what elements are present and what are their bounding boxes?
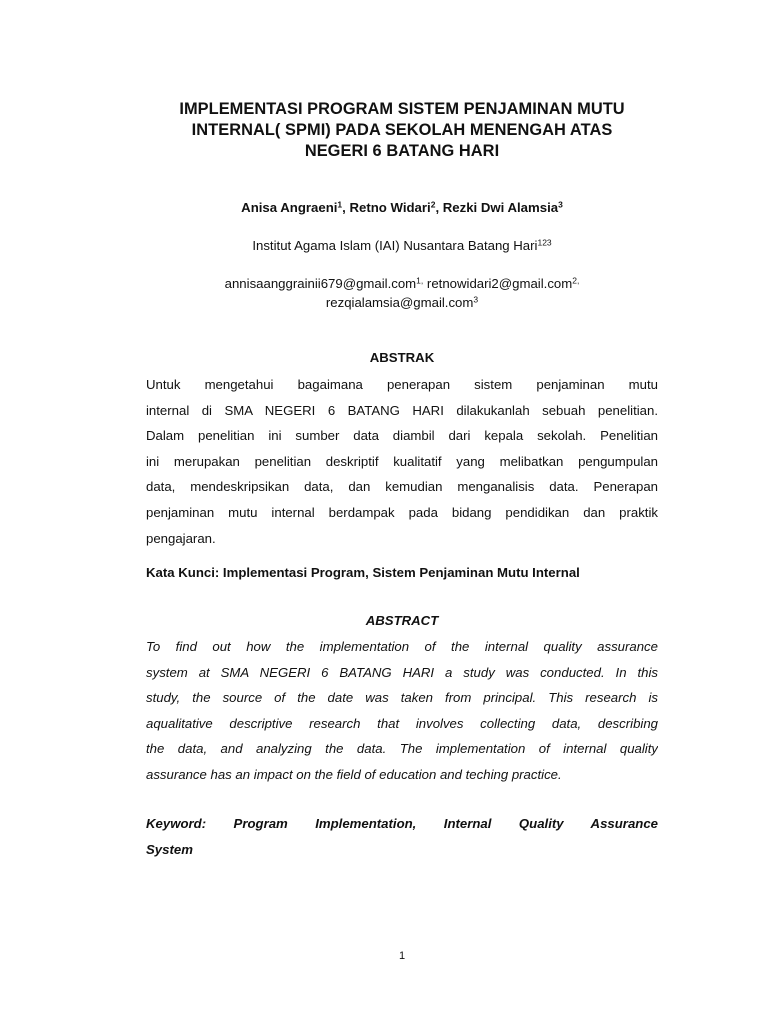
abstract-body bbox=[146, 634, 658, 788]
abstrak-line: internal di SMA NEGERI 6 BATANG HARI dilakukanlah sebuah penelitian. bbox=[146, 402, 658, 418]
abstrak-line: Untuk mengetahui bagaimana penerapan sistem penjaminan mutu bbox=[146, 377, 658, 392]
author-name: Anisa Angraeni bbox=[241, 200, 338, 215]
abstrak-line: penjaminan mutu internal berdampak pada bidang pendidikan dan praktik bbox=[146, 504, 658, 520]
keywords bbox=[146, 811, 658, 863]
abstrak-line: ini merupakan penelitian deskriptif kualitatif yang melibatkan pengumpulan bbox=[146, 453, 658, 469]
author-name: Retno Widari bbox=[349, 200, 431, 215]
author-name: Rezki Dwi Alamsia bbox=[442, 200, 559, 215]
abstract-line: To find out how the implementation of the internal quality assurance bbox=[146, 639, 658, 654]
paper-page bbox=[146, 0, 658, 1024]
abstract-line: system at SMA NEGERI 6 BATANG HARI a study was conducted. In this bbox=[146, 664, 658, 680]
email-superscript: 1, bbox=[416, 275, 424, 286]
email-1: annisaanggrainii679@gmail.com bbox=[224, 276, 417, 291]
abstract-heading: ABSTRACT bbox=[365, 613, 439, 628]
author-emails bbox=[146, 274, 658, 312]
kata-kunci: Kata Kunci: Implementasi Program, Sistem Penjaminan Mutu Internal bbox=[146, 565, 580, 580]
abstract-line: aqualitative descriptive research that involves collecting data, describing bbox=[146, 715, 658, 731]
keyword-line: System bbox=[146, 842, 193, 857]
paper-title bbox=[146, 99, 658, 162]
author-separator: , bbox=[435, 200, 443, 215]
author-list bbox=[146, 199, 658, 217]
affiliation-text: Institut Agama Islam (IAI) Nusantara Batang Hari bbox=[252, 238, 538, 253]
abstrak-body bbox=[146, 372, 658, 551]
abstrak-heading: ABSTRAK bbox=[369, 350, 435, 365]
abstract-line: the data, and analyzing the data. The implementation of internal quality bbox=[146, 741, 658, 757]
author-superscript: 1 bbox=[337, 199, 343, 210]
email-2: retnowidari2@gmail.com bbox=[423, 276, 573, 291]
email-line bbox=[146, 293, 658, 312]
email-superscript: 3 bbox=[473, 294, 479, 305]
abstract-line: study, the source of the date was taken from principal. This research is bbox=[146, 690, 658, 706]
abstrak-line: pengajaran. bbox=[146, 530, 216, 546]
affiliation bbox=[146, 237, 658, 255]
title-line: NEGERI 6 BATANG HARI bbox=[304, 142, 500, 160]
author-superscript: 3 bbox=[558, 199, 563, 210]
abstrak-line: Dalam penelitian ini sumber data diambil dari kepala sekolah. Penelitian bbox=[146, 428, 658, 444]
abstract-line: assurance has an impact on the field of education and teching practice. bbox=[146, 766, 562, 782]
title-line: IMPLEMENTASI PROGRAM SISTEM PENJAMINAN MUTU bbox=[179, 100, 625, 118]
page-number: 1 bbox=[398, 950, 406, 962]
keyword-line: Keyword: Program Implementation, Internal Quality Assurance bbox=[146, 816, 658, 831]
author-separator: , bbox=[342, 200, 350, 215]
title-line: INTERNAL( SPMI) PADA SEKOLAH MENENGAH ATAS bbox=[191, 121, 613, 139]
email-3: rezqialamsia@gmail.com bbox=[325, 295, 474, 310]
email-line bbox=[146, 274, 658, 293]
affiliation-superscript: 123 bbox=[537, 237, 552, 248]
author-superscript: 2 bbox=[430, 199, 436, 210]
abstrak-line: data, mendeskripsikan data, dan kemudian menganalisis data. Penerapan bbox=[146, 479, 658, 495]
email-superscript: 2, bbox=[572, 275, 580, 286]
